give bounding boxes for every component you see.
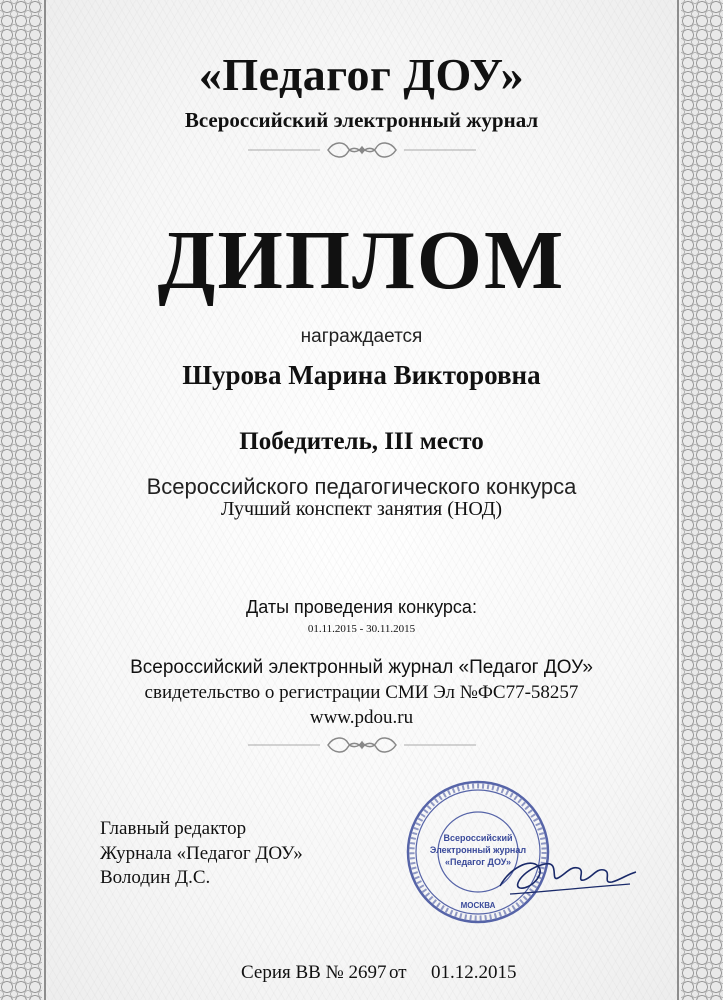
editor-journal: Журнала «Педагог ДОУ»	[100, 843, 303, 864]
recipient-name: Шурова Марина Викторовна	[182, 360, 541, 390]
issue-date: 01.12.2015	[431, 962, 517, 983]
contest-title: Всероссийского педагогического конкурса	[146, 474, 577, 499]
registration-certificate-line: свидетельство о регистрации СМИ Эл №ФС77-58257	[144, 682, 579, 703]
stamp-line-1: Всероссийский	[443, 833, 513, 843]
award-place: Победитель, III место	[239, 428, 484, 455]
stamp-city: МОСКВА	[460, 901, 496, 910]
website-link[interactable]: www.pdou.ru	[309, 707, 414, 728]
top-divider-ornament-icon	[248, 138, 476, 162]
bottom-divider-ornament-icon	[248, 733, 476, 757]
editor-title: Главный редактор	[100, 818, 247, 839]
journal-title: «Педагог ДОУ»	[198, 49, 525, 100]
diploma-title: ДИПЛОМ	[157, 214, 566, 307]
contest-name: Лучший конспект занятия (НОД)	[220, 498, 503, 520]
date-from-label: от	[389, 962, 407, 983]
editor-signature-icon	[490, 838, 640, 908]
journal-subtitle: Всероссийский электронный журнал	[184, 108, 539, 132]
dates-value: 01.11.2015 - 30.11.2015	[307, 623, 416, 635]
publisher-journal-line: Всероссийский электронный журнал «Педагог ДОУ»	[130, 657, 593, 678]
diploma-series-number: Серия ВВ № 2697	[241, 962, 387, 983]
dates-label: Даты проведения конкурса:	[246, 597, 477, 617]
awarded-label: награждается	[300, 326, 423, 347]
stamp-line-3: «Педагог ДОУ»	[444, 857, 512, 867]
editor-name: Володин Д.С.	[100, 867, 211, 888]
stamp-line-2: Электронный журнал	[429, 845, 527, 855]
